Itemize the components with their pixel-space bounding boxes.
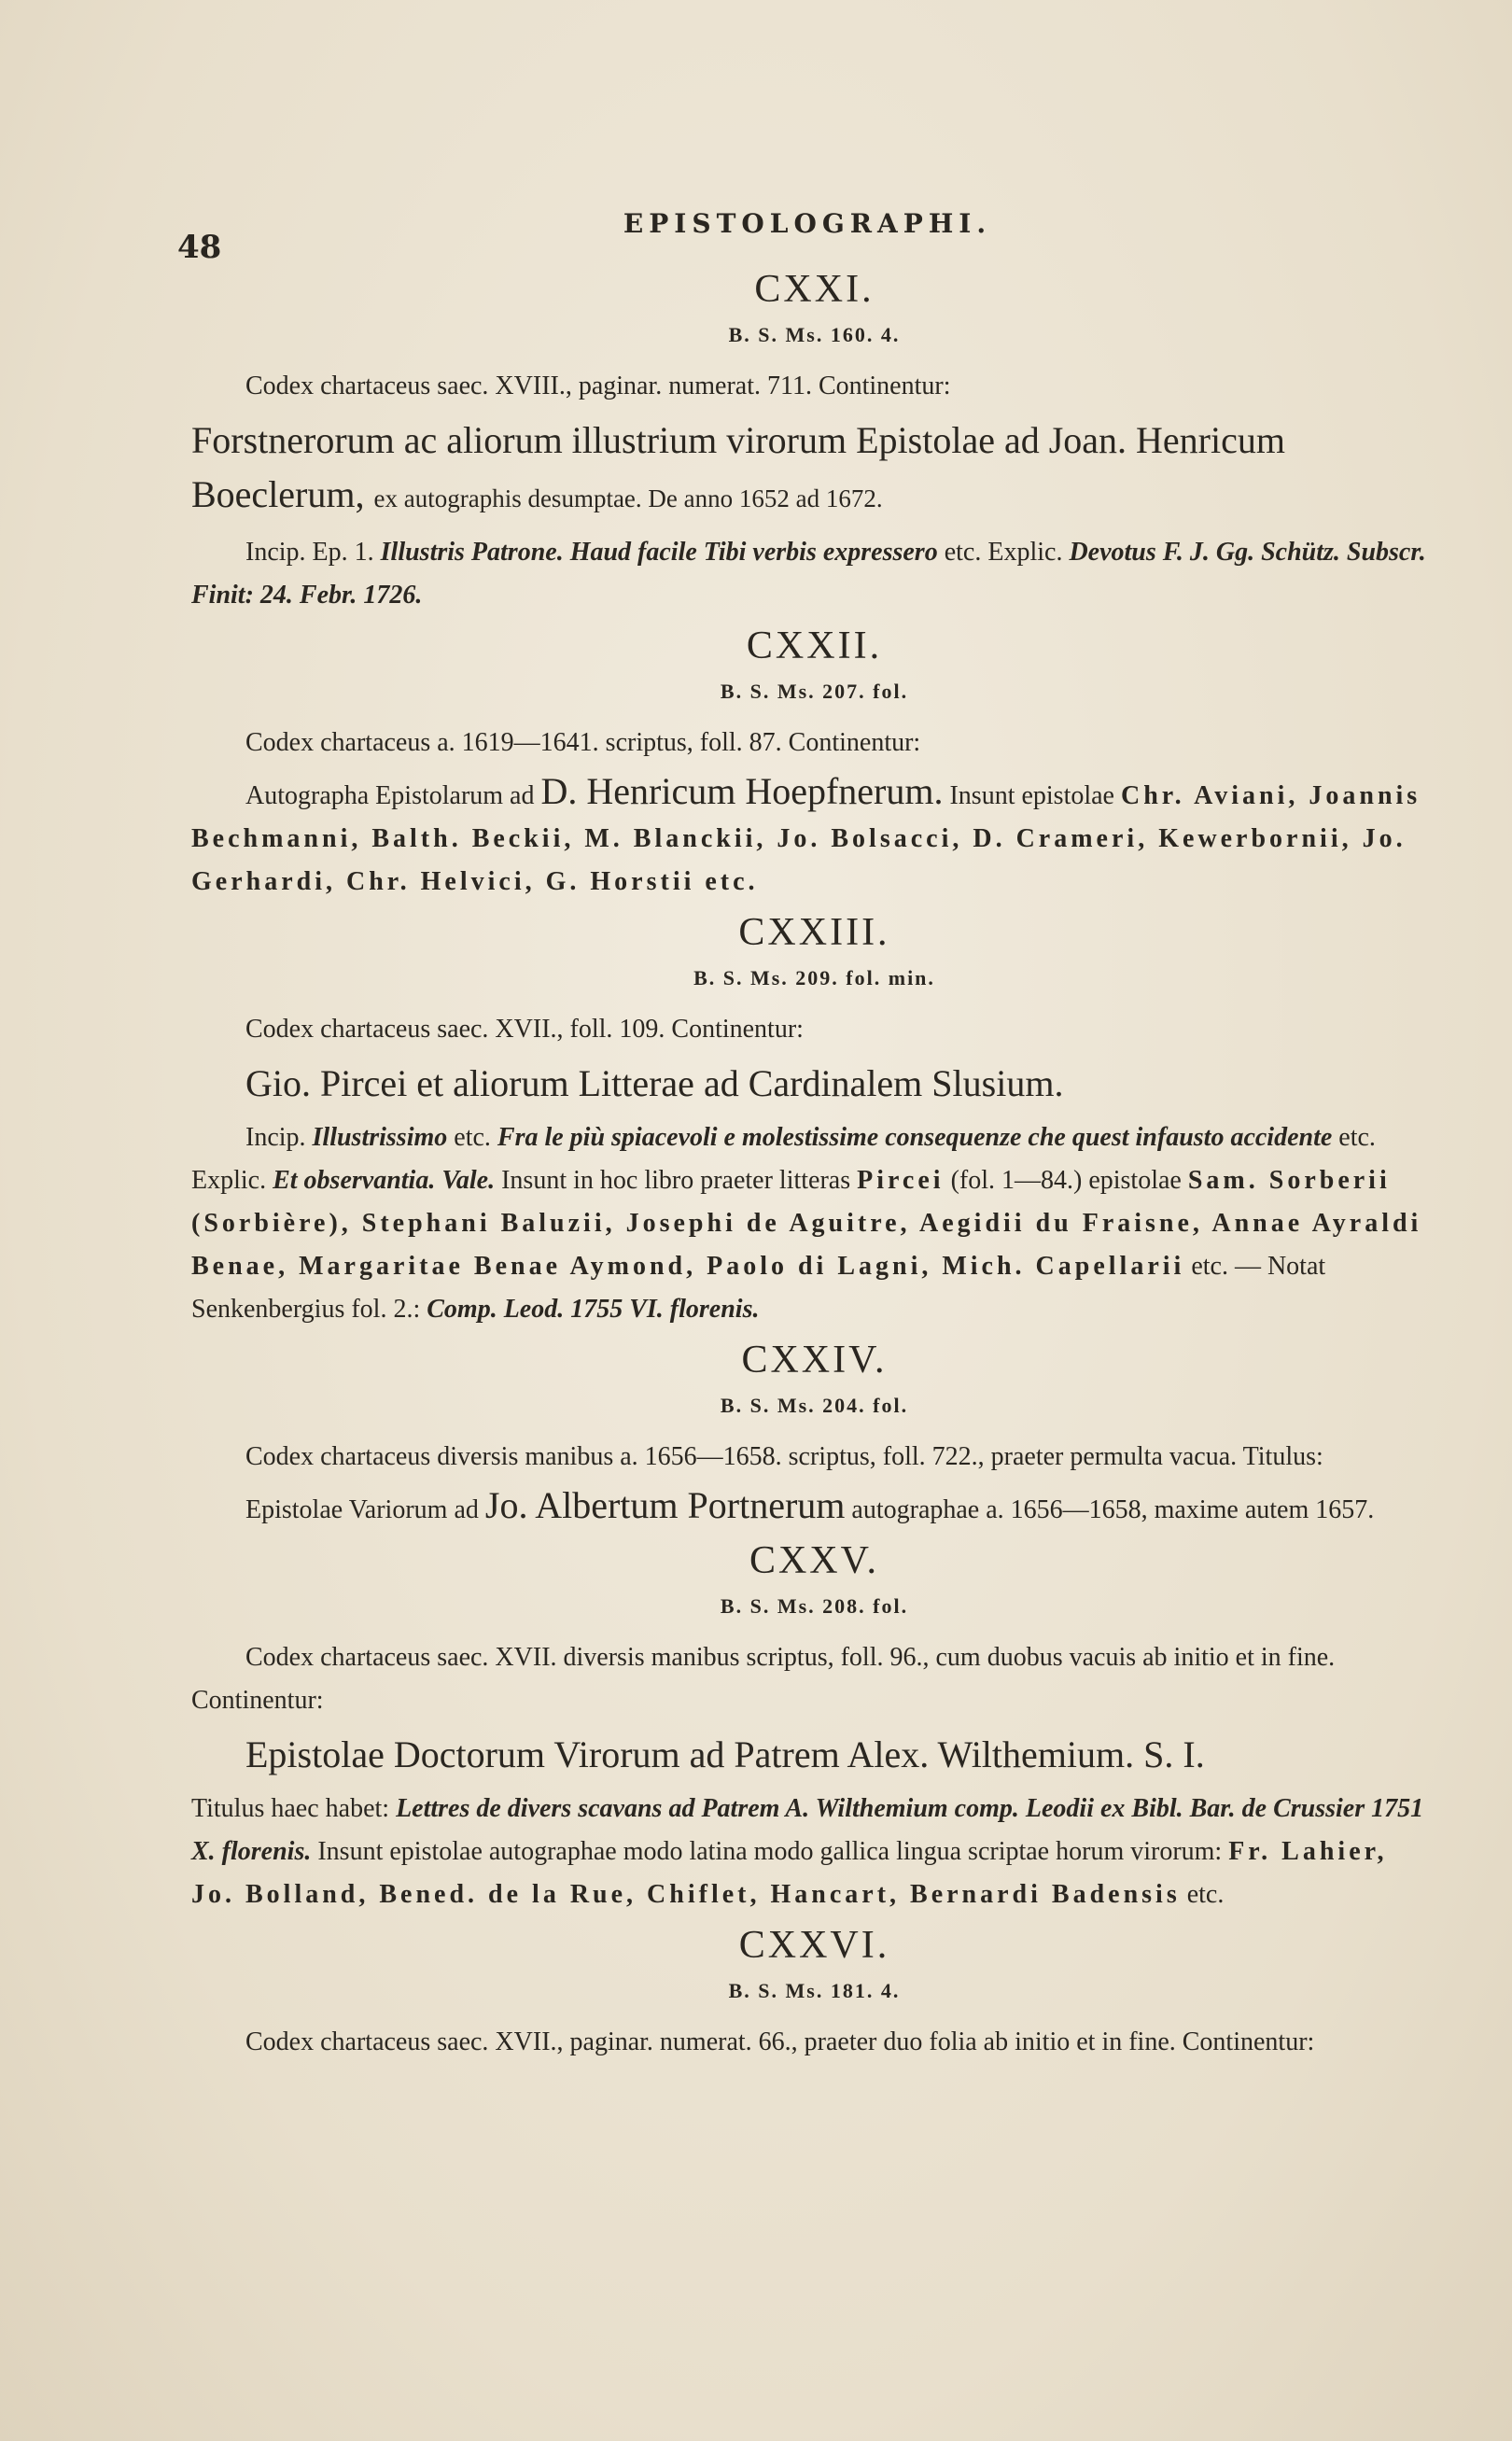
codex-title: Epistolae Doctorum Virorum ad Patrem Alex. Wilthemium. S. I. <box>245 1733 1205 1775</box>
title-pre: Autographa Epistolarum ad <box>245 781 535 810</box>
codex-description: Codex chartaceus saec. XVII. diversis manibus scriptus, foll. 96., cum duobus vacuis ab initio et in fine. Continentur: <box>191 1643 1336 1715</box>
entry-cxxiv <box>191 1337 1437 1532</box>
entry-number: CXXII. <box>746 624 883 667</box>
titulus-text: Lettres de divers scavans ad Patrem A. Wilthemium comp. Leodii ex Bibl. Bar. de Crussier 1751 X. florenis. <box>191 1794 1424 1866</box>
incipit-text: Illustrissimo <box>312 1123 448 1152</box>
correspondent-names: Chr. Aviani, Joannis Bechmanni, Balth. Beckii, M. Blanckii, Jo. Bolsacci, D. Crameri, Kewerbornii, Jo. Gerhardi, Chr. Helvici, G. Horstii etc. <box>191 781 1421 896</box>
entry-number: CXXIV. <box>741 1339 888 1382</box>
catalog-content <box>191 266 1437 2069</box>
incipit-label: Incip. <box>245 1123 306 1152</box>
title-main: Forstnerorum ac aliorum illustrium virorum Epistolae ad Joan. Henricum Boeclerum, <box>191 419 1285 515</box>
codex-description: Codex chartaceus a. 1619—1641. scriptus, foll. 87. Continentur: <box>245 728 921 757</box>
entry-cxxv <box>191 1537 1437 1916</box>
entry-number: CXXVI. <box>738 1924 890 1967</box>
entry-cxxiii <box>191 909 1437 1331</box>
codex-description: Codex chartaceus saec. XVII., paginar. numerat. 66., praeter duo folia ab initio et in fine. Continentur: <box>245 2027 1315 2056</box>
title-post: Insunt epistolae <box>949 781 1114 810</box>
entry-cxxii <box>191 623 1437 904</box>
entry-number: CXXV. <box>749 1539 880 1582</box>
pircei-name: Pircei <box>857 1166 945 1195</box>
incipit-explic: etc. Explic. <box>191 1123 1376 1195</box>
insunt-text: Insunt epistolae autographae modo latina modo gallica lingua scriptae horum virorum: <box>317 1837 1223 1866</box>
page-header <box>177 201 1437 266</box>
explicit-text: Devotus F. J. Gg. Schütz. Subscr. Finit: 24. Febr. 1726. <box>191 538 1426 610</box>
shelfmark: B. S. Ms. 204. fol. <box>720 1394 909 1417</box>
folio-range: (fol. 1—84.) epistolae <box>950 1166 1182 1195</box>
codex-description: Codex chartaceus diversis manibus a. 1656—1658. scriptus, foll. 722., praeter permulta vacua. Titulus: <box>245 1442 1323 1471</box>
running-title: EPISTOLOGRAPHI. <box>623 208 992 239</box>
shelfmark: B. S. Ms. 208. fol. <box>720 1594 909 1618</box>
codex-title <box>191 414 1437 526</box>
title-small: ex autographis desumptae. De anno 1652 ad 1672. <box>373 484 883 512</box>
incipit-mid: etc. Explic. <box>944 538 1063 567</box>
titulus-label: Titulus haec habet: <box>191 1794 390 1823</box>
page-number: 48 <box>177 229 222 266</box>
titulus <box>191 1788 1437 1916</box>
codex-description: Codex chartaceus saec. XVII., foll. 109. Continentur: <box>245 1015 804 1044</box>
title-post: autographae a. 1656—1658, maxime autem 1657. <box>851 1495 1375 1524</box>
correspondent-names: Fr. Lahier, Jo. Bolland, Bened. de la Rue, Chiflet, Hancart, Bernardi Badensis <box>191 1837 1388 1909</box>
title-pre: Epistolae Variorum ad <box>245 1495 479 1524</box>
codex-description: Codex chartaceus saec. XVIII., paginar. numerat. 711. Continentur: <box>245 372 951 400</box>
codex-title: Gio. Pircei et aliorum Litterae ad Cardinalem Slusium. <box>245 1062 1064 1104</box>
incipit <box>191 1116 1437 1331</box>
incipit <box>191 531 1437 617</box>
codex-title <box>191 770 1437 904</box>
incipit-text: Illustris Patrone. Haud facile Tibi verbis expressero <box>380 538 938 567</box>
entry-cxxvi <box>191 1922 1437 2064</box>
shelfmark: B. S. Ms. 207. fol. <box>720 680 909 703</box>
entry-cxxi <box>191 266 1437 617</box>
title-main: D. Henricum Hoepfnerum. <box>540 770 944 812</box>
etc-text: etc. <box>1186 1880 1225 1909</box>
incipit-label: Incip. Ep. 1. <box>245 538 374 567</box>
entry-number: CXXI. <box>754 268 875 311</box>
notat-text: etc. — Notat Senkenbergius fol. 2.: <box>191 1252 1326 1324</box>
shelfmark: B. S. Ms. 160. 4. <box>728 323 901 346</box>
incipit-etc: etc. <box>454 1123 491 1152</box>
incipit-quote: Fra le più spiacevoli e molestissime consequenze che quest infausto accidente <box>497 1123 1333 1152</box>
shelfmark: B. S. Ms. 209. fol. min. <box>693 966 935 989</box>
shelfmark: B. S. Ms. 181. 4. <box>728 1979 901 2002</box>
correspondent-names: Sam. Sorberii (Sorbière), Stephani Baluzii, Josephi de Aguitre, Aegidii du Fraisne, Annae Ayraldi Benae, Margaritae Benae Aymond, Paolo di Lagni, Mich. Capellarii <box>191 1166 1422 1281</box>
comp-text: Comp. Leod. 1755 VI. florenis. <box>427 1295 760 1324</box>
codex-title <box>191 1484 1437 1532</box>
insunt-text: Insunt in hoc libro praeter litteras <box>501 1166 851 1195</box>
title-main: Jo. Albertum Portnerum <box>484 1484 846 1526</box>
explicit-text: Et observantia. Vale. <box>273 1166 496 1195</box>
entry-number: CXXIII. <box>738 911 890 954</box>
